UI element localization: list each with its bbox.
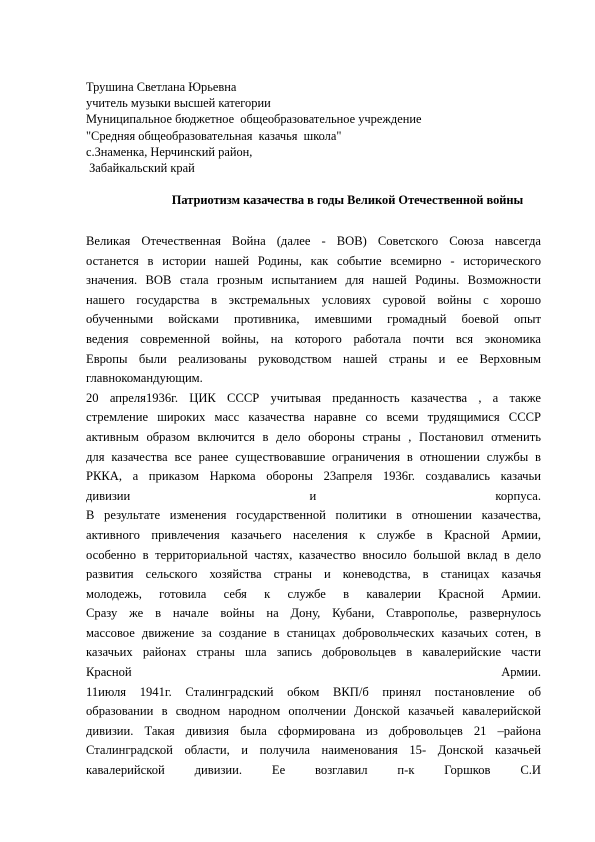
body-line: активным образом включится в дело обороны страны , Постановил отменить: [86, 429, 541, 444]
body-line: 11июля 1941г. Сталинградский обком ВКП/б принял постановление об: [86, 684, 541, 699]
body-line: особенно в территориальной частях, казачество вносило большой вклад в дело: [86, 547, 541, 562]
body-line: активного привлечения казачьего населения к службе в Красной Армии,: [86, 527, 541, 542]
body-line: развития сельского хозяйства страны и коневодства, в станицах казачья: [86, 567, 541, 582]
body-line: Сталинградской области, и получила наименования 15- Донской казачьей: [86, 743, 541, 758]
body-line: массовое движение за создание в станицах добровольческих казачьих сотен, в: [86, 625, 541, 640]
body-text: [86, 232, 541, 781]
body-line: дивизии и корпуса.: [86, 488, 541, 503]
body-line: ведения современной войны, на которого работала почти вся экономика: [86, 331, 541, 346]
body-line: Сразу же в начале войны на Дону, Кубани, Ставрополье, развернулось: [86, 606, 541, 621]
body-line: останется в истории нашей Родины, как событие всемирно - исторического: [86, 253, 541, 268]
body-line: стремление широких масс казачества наравне со всеми трудящимися СССР: [86, 410, 541, 425]
body-line: Великая Отечественная Война (далее - ВОВ) Советского Союза навсегда: [86, 234, 541, 248]
body-line: 20 апреля1936г. ЦИК СССР учитывая преданность казачества , а также: [86, 390, 541, 405]
author-institution: Муниципальное бюджетное общеобразовательное учреждение: [86, 112, 422, 127]
body-line: В результате изменения государственной политики в отношении казачества,: [86, 508, 541, 523]
body-line: РККА, а приказом Наркома обороны 23апреля 1936г. создавались казачьи: [86, 469, 541, 484]
author-school: "Средняя общеобразовательная казачья школа": [86, 128, 342, 143]
body-line: Красной Армии.: [86, 665, 541, 680]
author-name: Трушина Светлана Юрьевна: [86, 80, 237, 94]
body-line: казачьих районах страны шла запись добровольцев в кавалерийские части: [86, 645, 541, 660]
body-line: молодежь, готовила себя к службе в кавалерии Красной Армии.: [86, 586, 541, 601]
body-line: для казачества все ранее существовавшие ограничения в отношении службы в: [86, 449, 541, 464]
author-position: учитель музыки высшей категории: [86, 96, 271, 111]
body-line: обученными войсками противника, имевшими громадный боевой опыт: [86, 312, 541, 327]
body-line: главнокомандующим.: [86, 371, 203, 386]
body-line: значения. ВОВ стала грозным испытанием для нашей Родины. Возможности: [86, 273, 541, 288]
body-line: дивизии. Такая дивизия была сформирована из добровольцев 21 –района: [86, 723, 541, 738]
author-region: Забайкальский край: [86, 161, 195, 176]
document-title: Патриотизм казачества в годы Великой Отечественной войны: [171, 193, 524, 207]
author-block: [86, 79, 526, 176]
body-line: образовании в сводном народном ополчении Донской казачьей кавалерийской: [86, 704, 541, 719]
body-line: Европы были реализованы руководством нашей страны и ее Верховным: [86, 351, 541, 366]
body-line: нашего государства в экстремальных условиях суровой войны с хорошо: [86, 292, 541, 307]
body-line: кавалерийской дивизии. Ее возглавил п-к Горшков С.И: [86, 763, 541, 778]
author-location: с.Знаменка, Нерчинский район,: [86, 144, 253, 159]
